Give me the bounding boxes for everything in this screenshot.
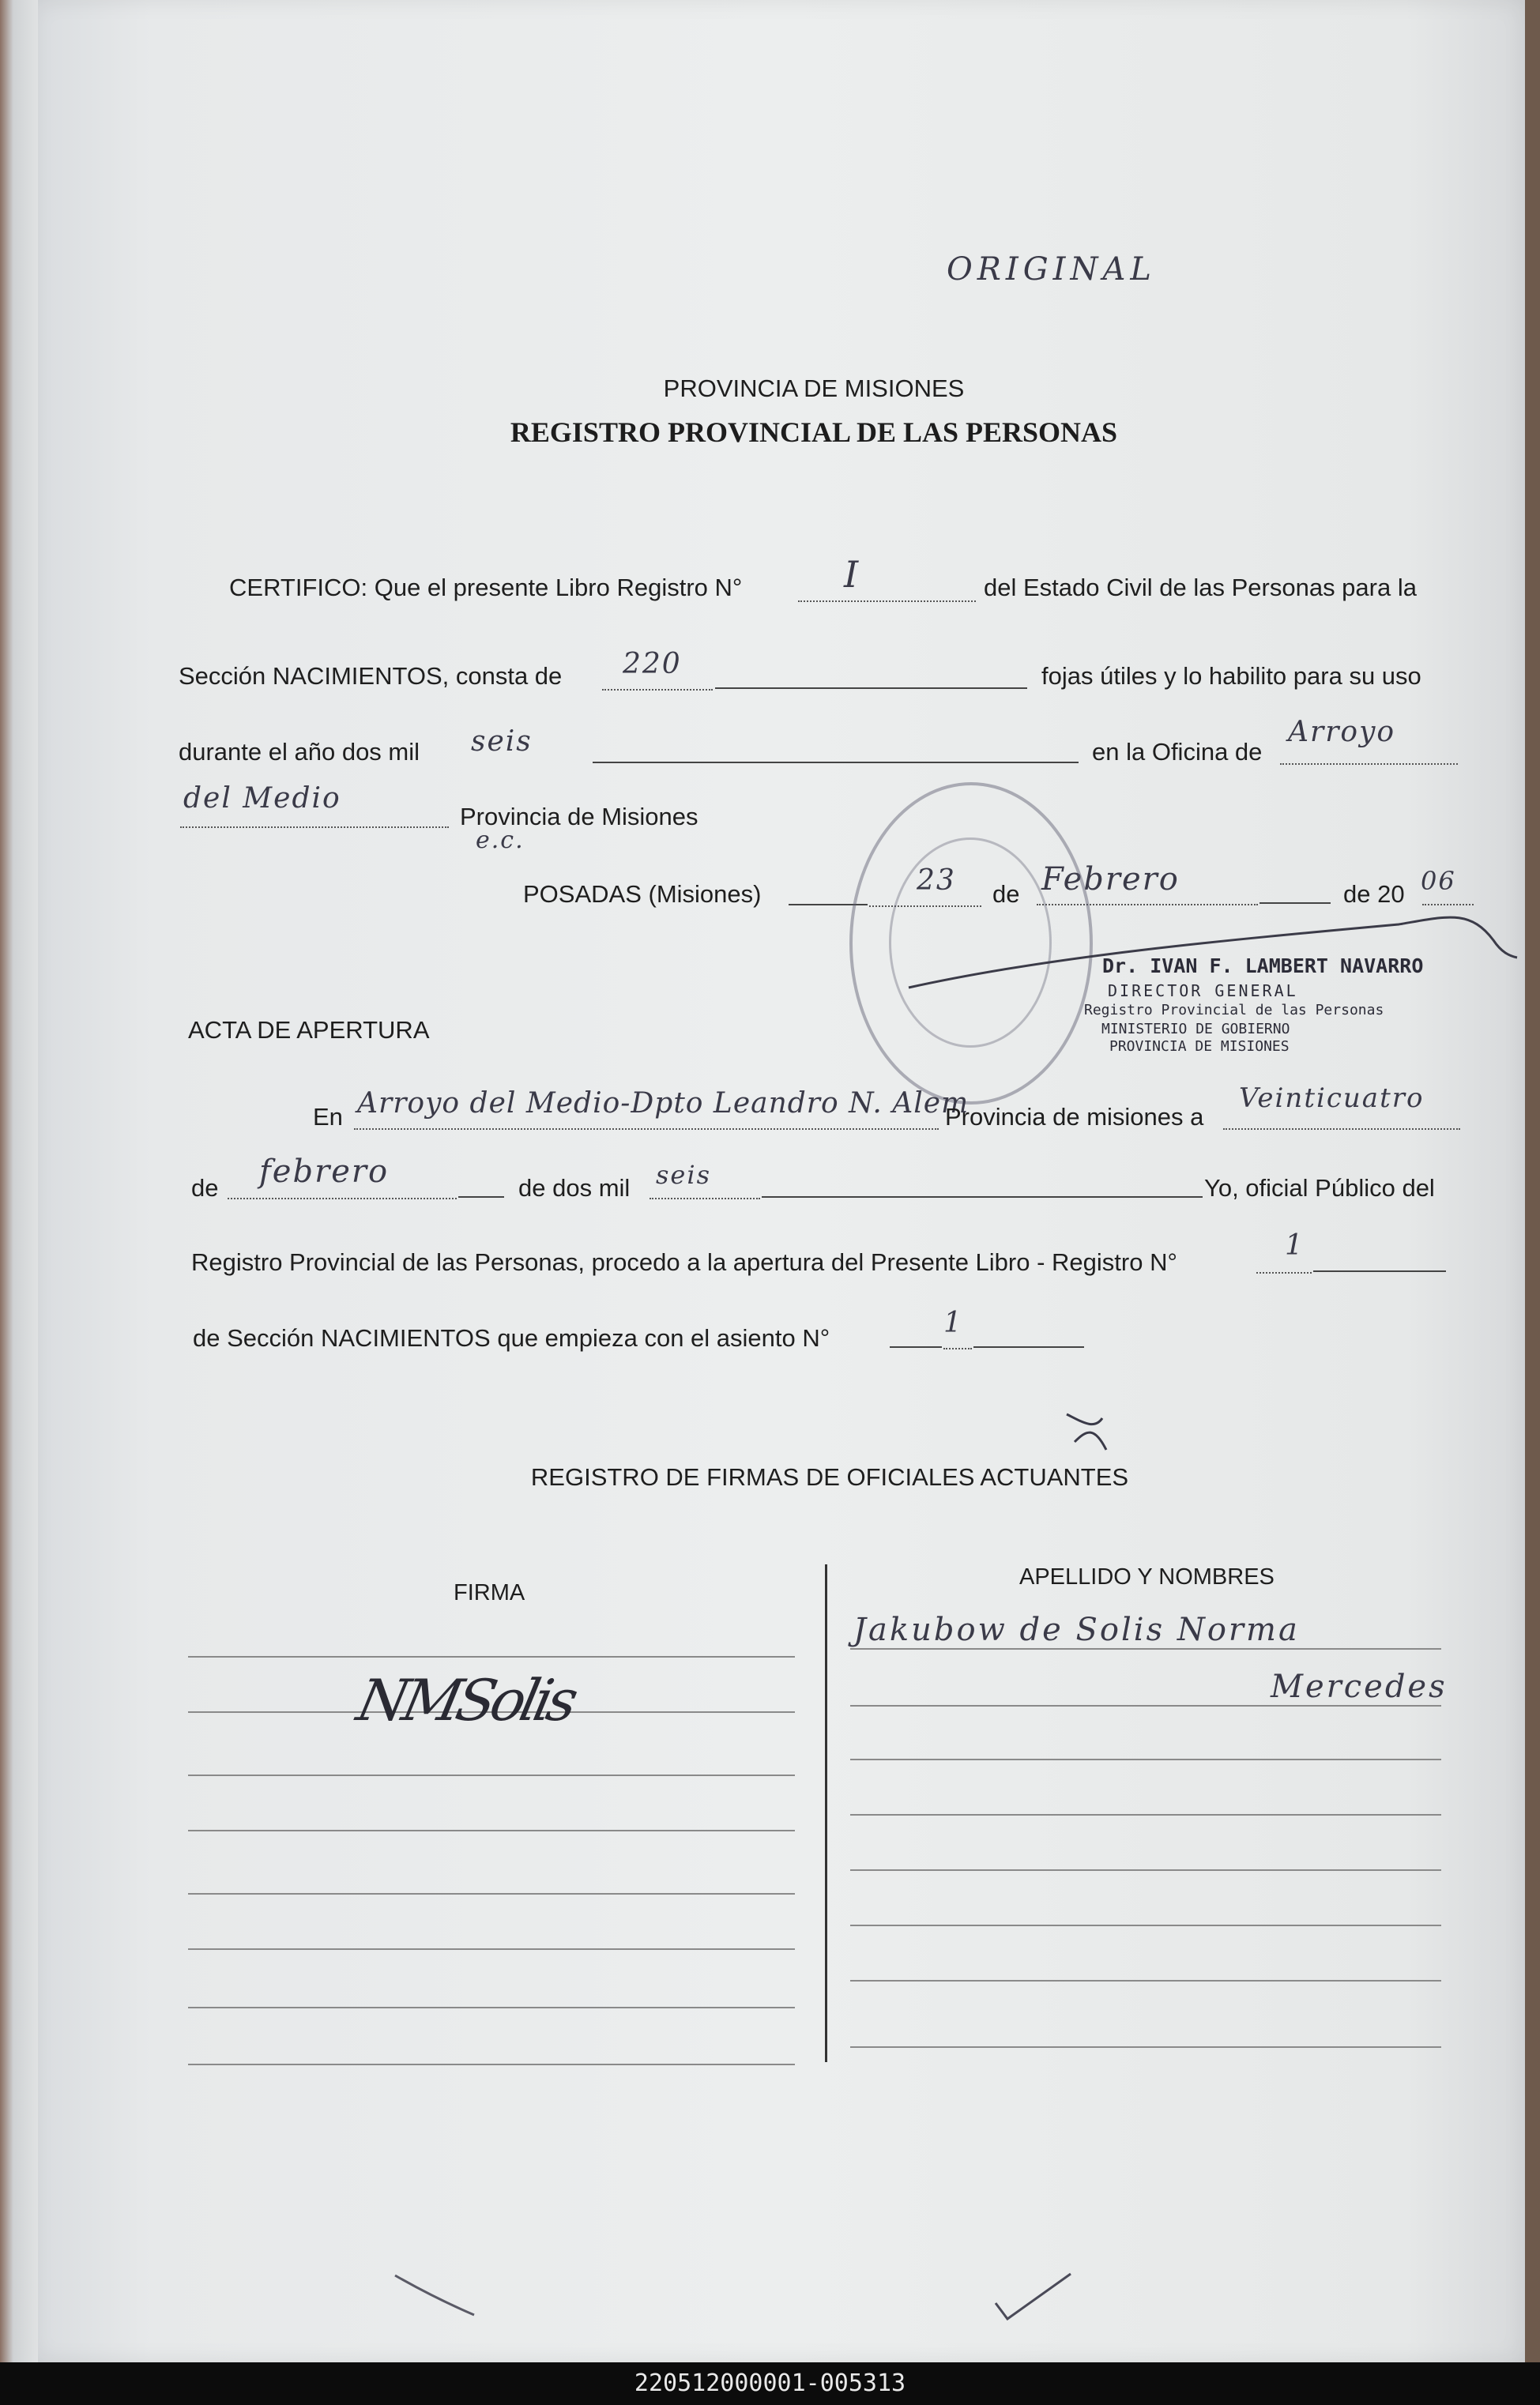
firma-rule: [188, 2007, 795, 2008]
office-dotted-2: [180, 826, 449, 828]
column-divider: [825, 1564, 827, 2062]
cert-line2-b: fojas útiles y lo habilito para su uso: [1041, 662, 1421, 690]
day-value: 23: [917, 864, 956, 897]
office-value: Arroyo: [1288, 716, 1396, 748]
acta-asiento-line-a: [890, 1346, 942, 1348]
acta-heading: ACTA DE APERTURA: [188, 1016, 430, 1044]
libro-number-value: I: [844, 553, 860, 596]
page-left-edge: [0, 0, 38, 2362]
year-line: [593, 762, 1079, 763]
cert-line3-a: durante el año dos mil: [179, 738, 420, 766]
acta-l2-b: de dos mil: [518, 1174, 631, 1202]
acta-year-dotted: [650, 1198, 760, 1199]
cert-line1-a: CERTIFICO: Que el presente Libro Registro N°: [229, 574, 743, 601]
fojas-line: [715, 687, 1027, 689]
cert-line5-a: POSADAS (Misiones): [523, 880, 762, 908]
acta-year-value: seis: [656, 1160, 712, 1190]
cert-line1-b: del Estado Civil de las Personas para la: [984, 574, 1417, 601]
director-org2: MINISTERIO DE GOBIERNO: [1101, 1021, 1290, 1037]
document-id-strip: 220512000001-005313: [0, 2362, 1540, 2405]
acta-month-line: [458, 1196, 504, 1198]
acta-l3-a: Registro Provincial de las Personas, procedo a la apertura del Presente Libro - Registro N°: [191, 1248, 1177, 1276]
acta-libro-value: 1: [1285, 1229, 1305, 1262]
director-org3: PROVINCIA DE MISIONES: [1109, 1038, 1290, 1055]
province-heading: PROVINCIA DE MISIONES: [663, 374, 965, 402]
acta-libro-dotted: [1256, 1272, 1312, 1274]
acta-libro-line: [1313, 1270, 1446, 1272]
firma-rule: [188, 1775, 795, 1776]
cert-line4-b: Provincia de Misiones: [460, 803, 698, 830]
director-name: Dr. IVAN F. LAMBERT NAVARRO: [1102, 954, 1424, 977]
acta-day-value: Veinticuatro: [1239, 1082, 1425, 1114]
pen-mark: [1059, 1406, 1114, 1454]
cert-line5-de: de: [992, 880, 1020, 908]
firma-rule: [188, 1893, 795, 1895]
acta-asiento-line-b: [973, 1346, 1084, 1348]
acta-asiento-dotted: [943, 1348, 972, 1349]
office-note: e.c.: [476, 826, 525, 854]
pen-mark-left: [391, 2268, 486, 2323]
names-rule: [850, 1759, 1441, 1760]
official-name-line2: Mercedes: [1271, 1669, 1448, 1705]
acta-asiento-value: 1: [943, 1307, 963, 1339]
office-value-2: del Medio: [183, 782, 341, 815]
libro-number-field: [798, 600, 976, 602]
acta-l2-de: de: [191, 1174, 219, 1202]
registry-title: REGISTRO PROVINCIAL DE LAS PERSONAS: [510, 416, 1118, 448]
firma-rule: [188, 1948, 795, 1950]
names-rule: [850, 1648, 1441, 1650]
acta-place-value: Arroyo del Medio-Dpto Leandro N. Alem: [357, 1087, 970, 1120]
names-rule: [850, 1705, 1441, 1707]
acta-year-line: [762, 1196, 1203, 1198]
firma-column-heading: FIRMA: [454, 1580, 525, 1605]
year-value: seis: [471, 725, 533, 758]
acta-month-value: febrero: [259, 1154, 390, 1190]
cert-line2-a: Sección NACIMIENTOS, consta de: [179, 662, 563, 690]
director-title: DIRECTOR GENERAL: [1108, 981, 1298, 1000]
official-signature: NMSolis: [352, 1667, 580, 1733]
acta-l4-a: de Sección NACIMIENTOS que empieza con el asiento N°: [193, 1324, 830, 1352]
firmas-heading: REGISTRO DE FIRMAS DE OFICIALES ACTUANTES: [530, 1463, 1129, 1491]
cert-line3-b: en la Oficina de: [1092, 738, 1263, 766]
names-rule: [850, 1980, 1441, 1982]
firma-rule: [188, 2064, 795, 2065]
acta-month-dotted: [228, 1198, 457, 1199]
acta-day-dotted: [1223, 1128, 1460, 1130]
acta-l1-en: En: [313, 1103, 343, 1131]
acta-l2-c: Yo, oficial Público del: [1204, 1174, 1435, 1202]
month-value: Febrero: [1041, 861, 1180, 898]
names-column-heading: APELLIDO Y NOMBRES: [1019, 1564, 1275, 1590]
director-org1: Registro Provincial de las Personas: [1084, 1002, 1384, 1018]
names-rule: [850, 1869, 1441, 1871]
firma-rule: [188, 1656, 795, 1658]
original-mark: ORIGINAL: [947, 251, 1156, 288]
fojas-dotted: [602, 689, 713, 691]
names-rule: [850, 2046, 1441, 2048]
year-suffix-value: 06: [1421, 866, 1456, 896]
check-mark: [992, 2268, 1079, 2331]
acta-l1-b: Provincia de misiones a: [945, 1103, 1204, 1131]
cert-line5-de-year: de 20: [1343, 880, 1405, 908]
names-rule: [850, 1814, 1441, 1816]
acta-place-dotted: [354, 1128, 939, 1130]
names-rule: [850, 1925, 1441, 1926]
firma-rule: [188, 1830, 795, 1831]
office-dotted: [1280, 763, 1458, 765]
fojas-value: 220: [623, 648, 682, 680]
official-name-line1: Jakubow de Solis Norma: [853, 1612, 1300, 1648]
